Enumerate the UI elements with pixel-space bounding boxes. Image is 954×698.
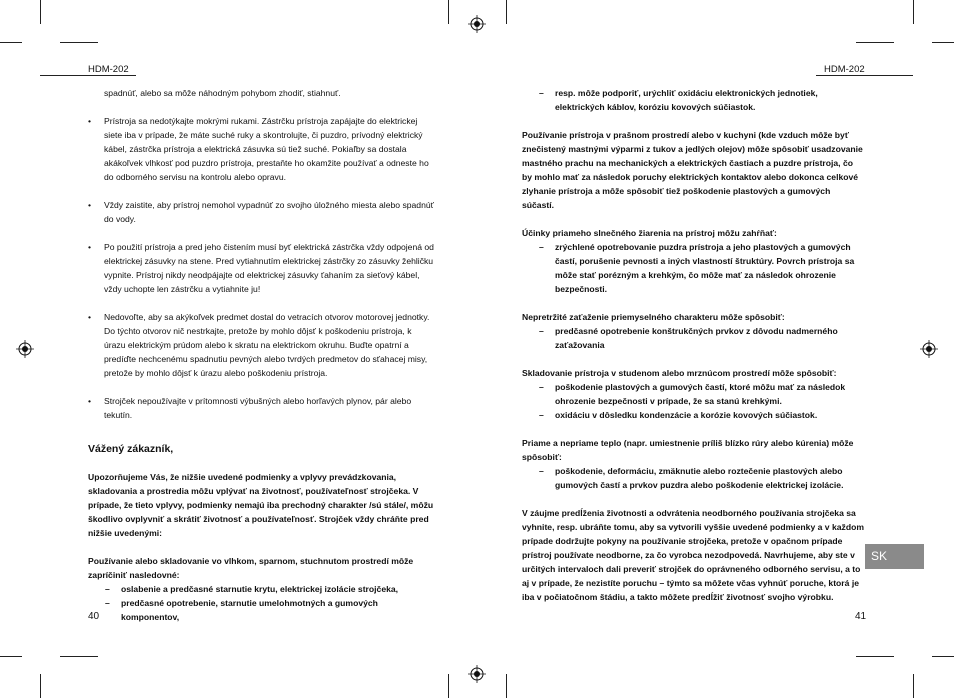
crop-mark (506, 0, 507, 24)
crop-mark (40, 0, 41, 24)
heat-title: Priame a nepriame teplo (napr. umiestnenie príliš blízko rúry alebo kúrenia) môže spôsobiť: (522, 438, 854, 462)
continued-text: spadnúť, alebo sa môže náhodným pohybom zhodiť, stiahnuť. (104, 88, 341, 98)
crop-mark (60, 656, 98, 657)
registration-mark-icon (16, 340, 34, 358)
page-number-left: 40 (88, 611, 100, 622)
sun-title: Účinky priameho slnečného žiarenia na prístroj môžu zahŕňať: (522, 228, 777, 238)
crop-mark (932, 42, 954, 43)
registration-mark-icon (468, 665, 486, 683)
list-item: – resp. môže podporiť, urýchliť oxidáciu elektronických jednotiek, elektrických káblov, koróziu kovových súčiastok. (522, 86, 864, 114)
crop-mark (0, 656, 22, 657)
list-item: – poškodenie plastových a gumových častí, ktoré môžu mať za následok ohrozenie bezpečnosti v prípade, že sa stanú krehkými. (522, 380, 864, 408)
crop-mark (448, 0, 449, 24)
crop-mark (506, 674, 507, 698)
final-paragraph: V záujme predĺženia životnosti a odvrátenia neodborného používania strojčeka sa vyhnite, resp. ubráňte tomu, aby sa vytvorili vyššie uvedené podmienky a v každom prípade dodržujte pokyny na používanie strojčeka, pretože v opačnom prípade prístroj používate neodborne, za čo vyrobca nezodpovedá. Navrhujeme, aby ste v určitých intervaloch dali preveriť strojček do oprávneného odborného servisu, a to aj v prípade, že nezistíte poruchu – týmto sa môžete včas vyhnúť poruche, ktorá je iba v počiatočnom štádiu, a takto môžete predĺžiť životnosť svojho výrobku. (522, 508, 864, 602)
header-model-right: HDM-202 (824, 64, 865, 75)
list-item: • Strojček nepoužívajte v prítomnosti výbušných alebo horľavých plynov, pár alebo tekutín. (88, 394, 434, 422)
moist-title: Používanie alebo skladovanie vo vlhkom, sparnom, stuchnutom prostredí môže zapríčiniť nasledovné: (88, 556, 414, 580)
list-item: • Vždy zaistite, aby prístroj nemohol vypadnúť zo svojho úložného miesta alebo spadnúť do vody. (88, 198, 434, 226)
left-column (88, 86, 434, 624)
language-tab: SK (865, 544, 924, 569)
crop-mark (913, 0, 914, 24)
crop-mark (60, 42, 98, 43)
crop-mark (40, 674, 41, 698)
list-item: – predčasné opotrebenie konštrukčných prvkov z dôvodu nadmerného zaťažovania (522, 324, 864, 352)
list-item: – poškodenie, deformáciu, zmäknutie alebo roztečenie plastových alebo gumových častí a prvkov puzdra alebo poškodenie elektrickej izolácie. (522, 464, 864, 492)
list-item: • Po použití prístroja a pred jeho čistením musí byť elektrická zástrčka vždy odpojená od elektrickej zásuvky na stene. Pred vytiahnutím elektrickej zástrčky zo zásuvky žehličku vypnite. Prístroj nikdy neodpájajte od elektrickej zásuvky ťahaním za sieťový kábel, vždy uchopte len zástrčku a vytiahnite ju! (88, 240, 434, 296)
right-column (522, 86, 864, 604)
header-model-left: HDM-202 (88, 64, 129, 75)
crop-mark (0, 42, 22, 43)
crop-mark (913, 674, 914, 698)
dust-paragraph: Používanie prístroja v prašnom prostredí alebo v kuchyni (kde vzduch môže byť znečistený mastnými výparmi z tukov a jedlých olejov) môže spôsobiť usadzovanie mastného prachu na mechanických a elektrických častiach a puzdre prístroja, čo by mohlo mať za následok poruchy elektrických kontaktov alebo dokonca celkové zlyhanie prístroja a môže spôsobiť tiež poškodenie plastových a gumových súčastí. (522, 130, 863, 210)
registration-mark-icon (920, 340, 938, 358)
list-item: – predčasné opotrebenie, starnutie umelohmotných a gumových komponentov, (88, 596, 434, 624)
list-item: – zrýchlené opotrebovanie puzdra prístroja a jeho plastových a gumových častí, porušenie pevnosti a iných vlastností štruktúry. Povrch prístroja sa môže stať porézným a krehkým, čo môže mať za následok ohrozenie bezpečnosti. (522, 240, 864, 296)
crop-mark (932, 656, 954, 657)
header-rule-left (40, 75, 136, 76)
registration-mark-icon (468, 15, 486, 33)
crop-mark (856, 656, 894, 657)
list-item: – oslabenie a predčasné starnutie krytu, elektrickej izolácie strojčeka, (88, 582, 434, 596)
list-item: • Prístroja sa nedotýkajte mokrými rukami. Zástrčku prístroja zapájajte do elektrickej siete iba v prípade, že máte suché ruky a skontrolujte, či puzdro, prívodný elektrický kábel, zástrčka prístroja a elektrická zásuvka sú tiež suché. Pokiaľby sa dostala akákoľvek vlhkosť pod puzdro prístroja, prestaňte ho okamžite používať a odneste ho do odborného servisu na kontrolu alebo opravu. (88, 114, 434, 184)
header-rule-right (816, 75, 913, 76)
page-number-right: 41 (855, 611, 867, 622)
cold-title: Skladovanie prístroja v studenom alebo mrznúcom prostredí môže spôsobiť: (522, 368, 837, 378)
crop-mark (448, 674, 449, 698)
crop-mark (856, 42, 894, 43)
section-heading: Vážený zákazník, (88, 443, 174, 455)
load-title: Nepretržité zaťaženie priemyselného charakteru môže spôsobiť: (522, 312, 785, 322)
list-item: – oxidáciu v dôsledku kondenzácie a korózie kovových súčiastok. (522, 408, 864, 422)
list-item: • Nedovoľte, aby sa akýkoľvek predmet dostal do vetracích otvorov motorovej jednotky. Do týchto otvorov nič nestrkajte, pretože by mohlo dôjsť k poškodeniu prístroja, k úrazu elektrickým prúdom alebo k skratu na elektrickom okruhu. Buďte opatrní a predíďte nechcenému spadnutiu pevných alebo tvrdých predmetov do sťahacej misy, pretože by mohlo dôjsť k úrazu alebo poškodeniu prístroja. (88, 310, 434, 380)
warning-paragraph: Upozorňujeme Vás, že nižšie uvedené podmienky a vplyvy prevádzkovania, skladovania a prostredia môžu vplývať na životnosť, používateľnosť strojčeka. V prípade, že tieto vplyvy, podmienky nemajú iba prechodný charakter /sú stále/, môžu škodlivo ovplyvniť a skrátiť životnosť a používateľnosť. Strojček vždy chráňte pred nižšie uvedenými: (88, 472, 434, 538)
